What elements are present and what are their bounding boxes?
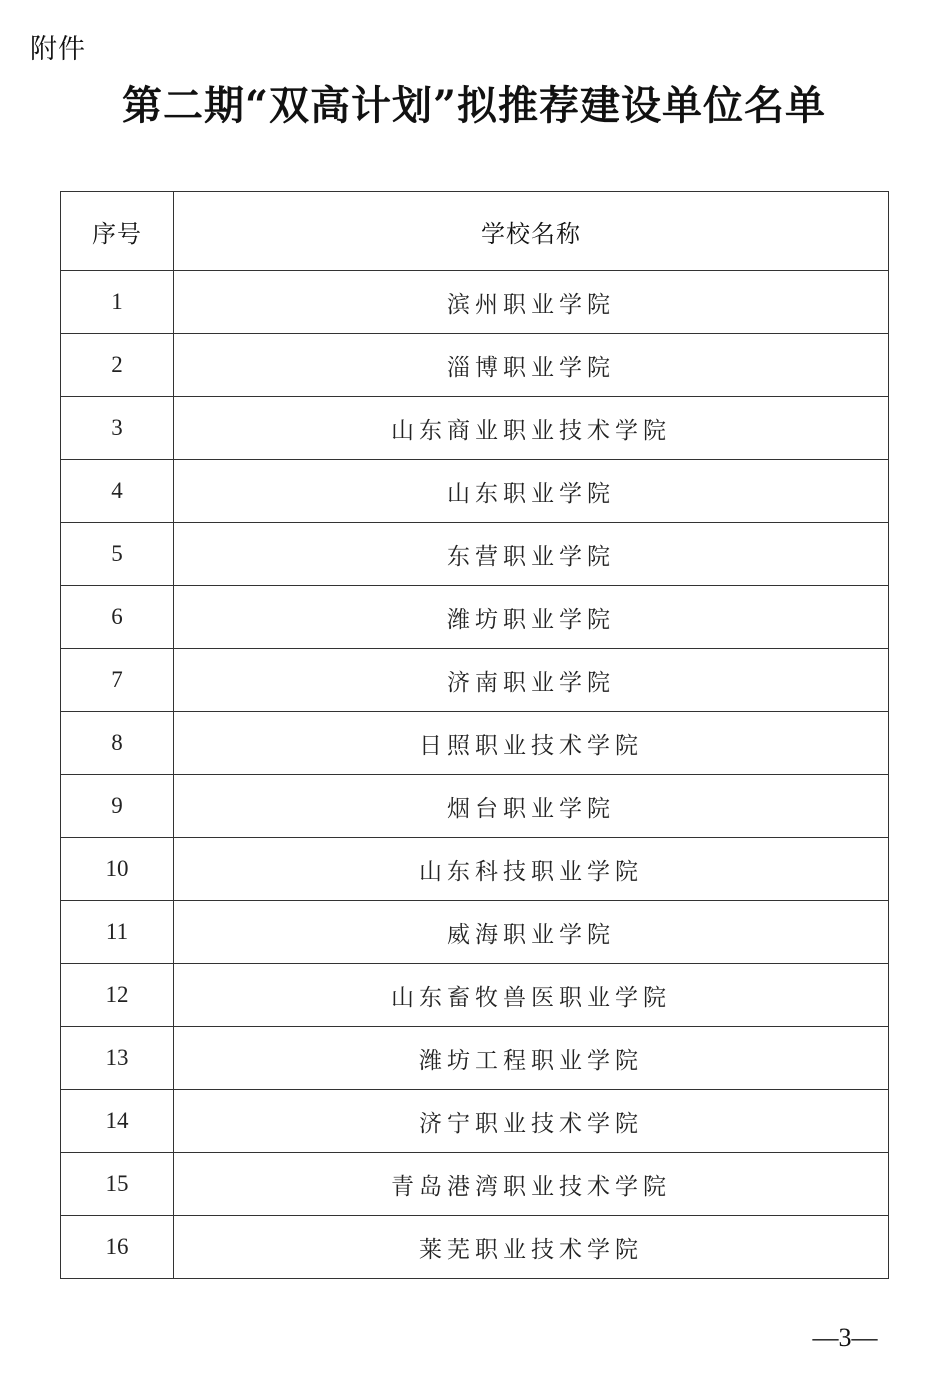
table-row (61, 586, 889, 649)
row-school-name: 山东职业学院 (174, 460, 889, 523)
row-serial-number: 11 (61, 901, 174, 964)
row-school-name: 日照职业技术学院 (174, 712, 889, 775)
attachment-label: 附件 (30, 34, 86, 65)
row-serial-number: 4 (61, 460, 174, 523)
row-serial-number: 8 (61, 712, 174, 775)
row-serial-number: 6 (61, 586, 174, 649)
table-row (61, 775, 889, 838)
table-row (61, 649, 889, 712)
row-serial-number: 16 (61, 1216, 174, 1279)
table-row (61, 1090, 889, 1153)
row-school-name: 东营职业学院 (174, 523, 889, 586)
row-school-name: 山东商业职业技术学院 (174, 397, 889, 460)
table-row (61, 523, 889, 586)
table-row (61, 1153, 889, 1216)
row-school-name: 青岛港湾职业技术学院 (174, 1153, 889, 1216)
row-school-name: 济南职业学院 (174, 649, 889, 712)
row-school-name: 莱芜职业技术学院 (174, 1216, 889, 1279)
table-header-row (61, 192, 889, 271)
row-serial-number: 1 (61, 271, 174, 334)
row-serial-number: 10 (61, 838, 174, 901)
page-number: —3— (812, 1323, 878, 1352)
header-serial-number: 序号 (61, 192, 174, 271)
school-list-table (60, 191, 889, 1279)
table-row (61, 901, 889, 964)
row-school-name: 滨州职业学院 (174, 271, 889, 334)
row-serial-number: 5 (61, 523, 174, 586)
table-row (61, 1027, 889, 1090)
table-row (61, 838, 889, 901)
row-school-name: 淄博职业学院 (174, 334, 889, 397)
row-serial-number: 15 (61, 1153, 174, 1216)
row-serial-number: 13 (61, 1027, 174, 1090)
row-serial-number: 3 (61, 397, 174, 460)
table-row (61, 964, 889, 1027)
row-school-name: 潍坊职业学院 (174, 586, 889, 649)
row-serial-number: 14 (61, 1090, 174, 1153)
table-row (61, 1216, 889, 1279)
row-serial-number: 7 (61, 649, 174, 712)
row-school-name: 济宁职业技术学院 (174, 1090, 889, 1153)
row-school-name: 潍坊工程职业学院 (174, 1027, 889, 1090)
table-row (61, 334, 889, 397)
row-school-name: 山东畜牧兽医职业学院 (174, 964, 889, 1027)
row-serial-number: 9 (61, 775, 174, 838)
row-school-name: 烟台职业学院 (174, 775, 889, 838)
table-row (61, 271, 889, 334)
row-serial-number: 2 (61, 334, 174, 397)
row-school-name: 山东科技职业学院 (174, 838, 889, 901)
document-title: 第二期“双高计划”拟推荐建设单位名单 (121, 82, 826, 129)
table-row (61, 712, 889, 775)
header-school-name: 学校名称 (174, 192, 889, 271)
table-row (61, 397, 889, 460)
table-row (61, 460, 889, 523)
row-serial-number: 12 (61, 964, 174, 1027)
row-school-name: 威海职业学院 (174, 901, 889, 964)
